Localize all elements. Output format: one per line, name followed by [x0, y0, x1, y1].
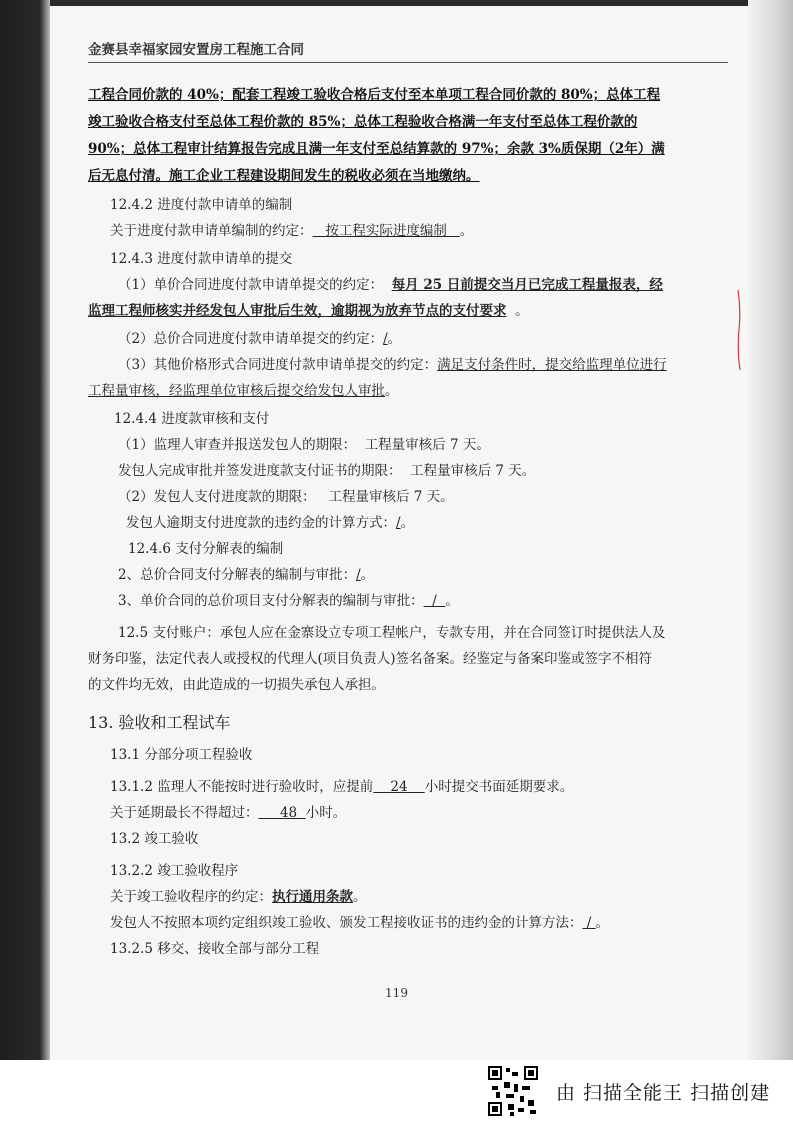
section-12-4-3-item3-cont: 工程量审核，经监理单位审核后提交给发包人审批。 — [88, 383, 399, 399]
scanner-brand: 由 扫描全能王 扫描创建 — [556, 1082, 771, 1104]
section-12-4-4-line4: 发包人逾期支付进度款的违约金的计算方式：/。 — [126, 515, 415, 531]
section-12-4-6-item3: 3、单价合同的总价项目支付分解表的编制与审批： / 。 — [118, 593, 459, 609]
section-12-5-line3: 的文件均无效，由此造成的一切损失承包人承担。 — [88, 677, 385, 693]
clause-label: （3）其他价格形式合同进度付款申请单提交的约定： — [118, 357, 438, 373]
section-12-4-3-item1-cont: 监理工程师核实并经发包人审批后生效，逾期视为放弃节点的支付要求 。 — [88, 303, 529, 319]
section-12-4-2-clause: 关于进度付款申请单编制的约定： 按工程实际进度编制 。 — [110, 223, 474, 239]
section-13-1-2: 13.1.2 监理人不能按时进行验收时，应提前 24 小时提交书面延期要求。 — [110, 779, 574, 795]
section-13-title: 13. 验收和工程试车 — [88, 713, 231, 732]
page-number: 119 — [385, 986, 408, 1000]
clause-value: 24 — [390, 779, 408, 795]
section-12-4-3-title: 12.4.3 进度付款申请单的提交 — [110, 251, 293, 267]
clause-label: 关于进度付款申请单编制的约定： — [110, 223, 313, 239]
section-13-2-2-title: 13.2.2 竣工验收程序 — [110, 863, 239, 879]
section-12-4-4-title: 12.4.4 进度款审核和支付 — [114, 411, 270, 427]
section-12-4-4-line1: （1）监理人审查并报送发包人的期限： 工程量审核后 7 天。 — [118, 437, 490, 453]
section-13-2-title: 13.2 竣工验收 — [110, 831, 199, 847]
section-12-4-3-item1 — [88, 272, 758, 298]
payment-terms-line: 竣工验收合格支付至总体工程价款的 85%；总体工程验收合格满一年支付至总体工程价款的 — [88, 114, 638, 130]
section-12-4-3-item2: （2）总价合同进度付款申请单提交的约定：/。 — [118, 331, 402, 347]
section-12-5-line2: 财务印鉴，法定代表人或授权的代理人(项目负责人)签名备案。经鉴定与备案印鉴或签字不相符 — [88, 651, 653, 667]
clause-label: （1）单价合同进度付款申请单提交的约定： — [118, 277, 384, 293]
section-13-2-5-title: 13.2.5 移交、接收全部与部分工程 — [110, 941, 320, 957]
section-13-1-title: 13.1 分部分项工程验收 — [110, 747, 253, 763]
qr-code-icon — [488, 1066, 538, 1116]
procedure-clause: 关于竣工验收程序的约定：执行通用条款。 — [110, 889, 367, 905]
clause-value: 工程量审核，经监理单位审核后提交给发包人审批 — [88, 383, 385, 399]
payment-terms-line: 90%；总体工程审计结算报告完成且满一年支付至总结算款的 97%；余款 3%质保期（2年）满 — [88, 141, 665, 157]
clause-value: 每月 25 日前提交当月已完成工程量报表，经 — [391, 277, 663, 293]
clause-value: / — [383, 331, 388, 347]
scan-edge-left — [0, 0, 50, 1060]
payment-terms — [88, 82, 728, 190]
payment-terms-line: 工程合同价款的 40%；配套工程竣工验收合格后支付至本单项工程合同价款的 80%；总体工程 — [88, 87, 661, 103]
section-12-4-4-line2: 发包人完成审批并签发进度款支付证书的期限： 工程量审核后 7 天。 — [118, 463, 536, 479]
max-delay-clause: 关于延期最长不得超过： 48 小时。 — [110, 805, 347, 821]
red-ink-mark — [736, 290, 742, 370]
section-12-4-6-title: 12.4.6 支付分解表的编制 — [128, 541, 284, 557]
clause-value: 48 — [279, 805, 298, 821]
clause-value: 监理工程师核实并经发包人审批后生效，逾期视为放弃节点的支付要求 — [88, 303, 507, 319]
clause-value: 按工程实际进度编制 — [325, 223, 447, 239]
section-12-4-6-item2: 2、总价合同支付分解表的编制与审批：/。 — [118, 567, 375, 583]
section-12-4-2-title: 12.4.2 进度付款申请单的编制 — [110, 197, 293, 213]
section-12-4-4-line3: （2）发包人支付进度款的期限： 工程量审核后 7 天。 — [118, 489, 454, 505]
clause-value: 满足支付条件时，提交给监理单位进行 — [437, 357, 667, 373]
clause-label: （2）总价合同进度付款申请单提交的约定： — [118, 331, 384, 347]
payment-terms-line: 后无息付清。施工企业工程建设期间发生的税收必须在当地缴纳。 — [88, 168, 480, 184]
section-12-5-line1: 12.5 支付账户：承包人应在金寨设立专项工程帐户，专款专用，并在合同签订时提供法人及 — [118, 625, 666, 641]
penalty-clause: 发包人不按照本项约定组织竣工验收、颁发工程接收证书的违约金的计算方法： / 。 — [110, 915, 610, 931]
document-header: 金赛县幸福家园安置房工程施工合同 — [88, 38, 728, 63]
section-12-4-3-item3 — [88, 352, 758, 378]
